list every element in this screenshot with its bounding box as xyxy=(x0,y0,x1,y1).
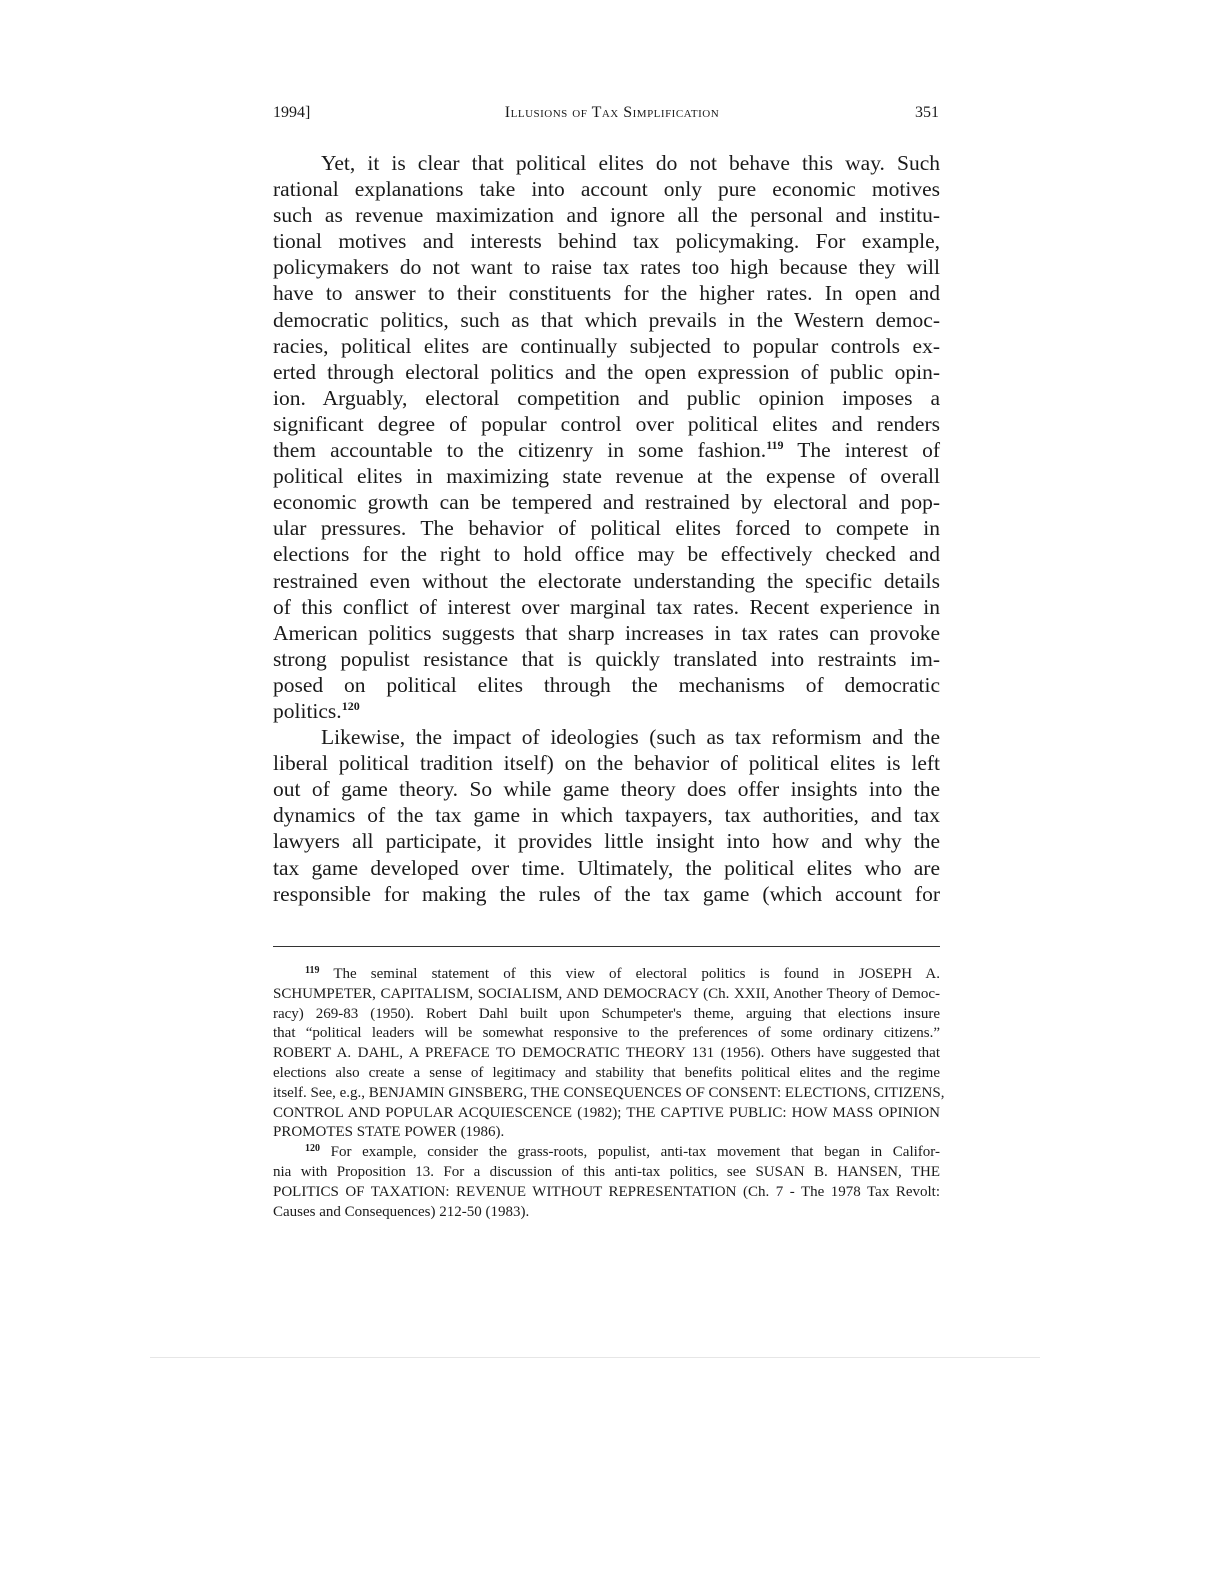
body-line xyxy=(273,150,940,176)
line-text: racies, political elites are continually subjected to popular controls ex- xyxy=(273,333,940,358)
running-head-year: 1994] xyxy=(273,104,311,121)
body-line xyxy=(273,437,940,463)
line-text: elections for the right to hold office may be effectively checked and xyxy=(273,542,940,567)
body-text xyxy=(273,150,940,907)
line-text: of this conflict of interest over marginal tax rates. Recent experience in xyxy=(273,594,940,619)
footnote-line xyxy=(273,1104,940,1124)
line-text: American politics suggests that sharp increases in tax rates can provoke xyxy=(273,620,940,645)
line-text: such as revenue maximization and ignore all the personal and institu- xyxy=(273,203,940,228)
line-text: liberal political tradition itself) on the behavior of political elites is left xyxy=(273,751,940,776)
body-line xyxy=(273,254,940,280)
line-text: ular pressures. The behavior of political elites forced to compete in xyxy=(273,516,940,541)
body-line xyxy=(273,489,940,515)
line-text: lawyers all participate, it provides little insight into how and why the xyxy=(273,829,940,854)
body-line xyxy=(273,776,940,802)
footnote-number: 120 xyxy=(305,1143,320,1155)
line-text: For example, consider the grass-roots, populist, anti-tax movement that began in Califor- xyxy=(320,1144,940,1161)
body-line xyxy=(273,307,940,333)
footnote-reference: 120 xyxy=(341,698,360,713)
line-text: SCHUMPETER, CAPITALISM, SOCIALISM, AND DEMOCRACY (Ch. XXII, Another Theory of Democ- xyxy=(273,985,940,1002)
line-text: Yet, it is clear that political elites do not behave this way. Such xyxy=(321,151,940,175)
footnote-line xyxy=(273,1064,940,1084)
footnote-line xyxy=(273,1143,940,1163)
scan-artifact-line xyxy=(150,1357,1040,1358)
footnote-line xyxy=(273,1044,940,1064)
body-line xyxy=(273,881,940,907)
body-line xyxy=(273,724,940,750)
line-text: ROBERT A. DAHL, A PREFACE TO DEMOCRATIC THEORY 131 (1956). Others have suggested that xyxy=(273,1045,940,1062)
body-line xyxy=(273,698,940,724)
line-text: out of game theory. So while game theory does offer insights into the xyxy=(273,777,940,802)
body-line xyxy=(273,750,940,776)
line-text: itself. See, e.g., BENJAMIN GINSBERG, THE CONSEQUENCES OF CONSENT: ELECTIONS, CITIZENS, xyxy=(273,1084,945,1101)
line-text: have to answer to their constituents for the higher rates. In open and xyxy=(273,281,940,306)
line-text: erted through electoral politics and the open expression of public opin- xyxy=(273,359,940,384)
line-text: CONTROL AND POPULAR ACQUIESCENCE (1982); THE CAPTIVE PUBLIC: HOW MASS OPINION xyxy=(273,1104,940,1121)
line-text: tional motives and interests behind tax policymaking. For example, xyxy=(273,229,940,254)
line-text: nia with Proposition 13. For a discussion of this anti-tax politics, see SUSAN B. HANSEN, THE xyxy=(273,1163,940,1180)
body-line xyxy=(273,280,940,306)
footnotes xyxy=(273,965,945,1222)
footnote-line xyxy=(273,1123,940,1143)
body-line xyxy=(273,463,940,489)
body-line xyxy=(273,620,940,646)
body-line xyxy=(273,828,940,854)
body-line xyxy=(273,411,940,437)
body-line xyxy=(273,385,940,411)
line-text: democratic politics, such as that which prevails in the Western democ- xyxy=(273,307,940,332)
footnote-line xyxy=(273,1005,940,1025)
line-text: racy) 269-83 (1950). Robert Dahl built upon Schumpeter's theme, arguing that elections insure xyxy=(273,1005,940,1022)
line-text: politics. xyxy=(273,698,342,723)
body-line xyxy=(273,594,940,620)
body-line xyxy=(273,672,940,698)
line-text: them accountable to the citizenry in some fashion. xyxy=(273,438,767,463)
line-text: PROMOTES STATE POWER (1986). xyxy=(273,1124,505,1141)
page-number: 351 xyxy=(915,104,939,121)
line-text: restrained even without the electorate understanding the specific details xyxy=(273,568,940,593)
line-text: elections also create a sense of legitimacy and stability that benefits political elites and the regime xyxy=(273,1064,940,1081)
line-text: dynamics of the tax game in which taxpayers, tax authorities, and tax xyxy=(273,803,940,828)
line-text: policymakers do not want to raise tax rates too high because they will xyxy=(273,255,940,280)
body-line xyxy=(273,333,940,359)
footnote-line xyxy=(273,1183,940,1203)
line-text: political elites in maximizing state revenue at the expense of overall xyxy=(273,464,940,489)
body-line xyxy=(273,228,940,254)
line-text: The seminal statement of this view of electoral politics is found in JOSEPH A. xyxy=(319,966,940,982)
body-line xyxy=(273,176,940,202)
line-text: posed on political elites through the mechanisms of democratic xyxy=(273,672,940,697)
body-line xyxy=(273,568,940,594)
body-line xyxy=(273,515,940,541)
body-line xyxy=(273,802,940,828)
footnote-line xyxy=(273,965,940,985)
footnote-divider xyxy=(273,946,940,947)
line-text: economic growth can be tempered and restrained by electoral and pop- xyxy=(273,490,940,515)
line-text: significant degree of popular control over political elites and renders xyxy=(273,411,940,436)
line-text: responsible for making the rules of the tax game (which account for xyxy=(273,881,940,906)
body-line xyxy=(273,855,940,881)
footnote-number: 119 xyxy=(305,965,320,976)
footnote-line xyxy=(273,1084,945,1104)
body-line xyxy=(273,359,940,385)
footnote-reference: 119 xyxy=(766,438,784,453)
line-text: strong populist resistance that is quickly translated into restraints im- xyxy=(273,646,940,671)
body-line xyxy=(273,202,940,228)
line-text: Causes and Consequences) 212-50 (1983). xyxy=(273,1203,530,1220)
line-text: Likewise, the impact of ideologies (such as tax reformism and the xyxy=(321,725,940,750)
footnote-line xyxy=(273,985,940,1005)
body-line xyxy=(273,646,940,672)
line-text: POLITICS OF TAXATION: REVENUE WITHOUT REPRESENTATION (Ch. 7 - The 1978 Tax Revolt: xyxy=(273,1183,940,1200)
line-text: ion. Arguably, electoral competition and public opinion imposes a xyxy=(273,385,940,410)
footnote-line xyxy=(273,1024,940,1044)
footnote-line xyxy=(273,1163,940,1183)
line-text: that “political leaders will be somewhat responsive to the preferences of some ordinary citizens.” xyxy=(273,1025,940,1042)
body-line xyxy=(273,541,940,567)
line-text: The interest of xyxy=(783,438,940,463)
footnote-line xyxy=(273,1203,940,1223)
running-head-title: Illusions of Tax Simplification xyxy=(504,104,720,121)
line-text: tax game developed over time. Ultimately, the political elites who are xyxy=(273,855,940,880)
line-text: rational explanations take into account only pure economic motives xyxy=(273,177,940,202)
